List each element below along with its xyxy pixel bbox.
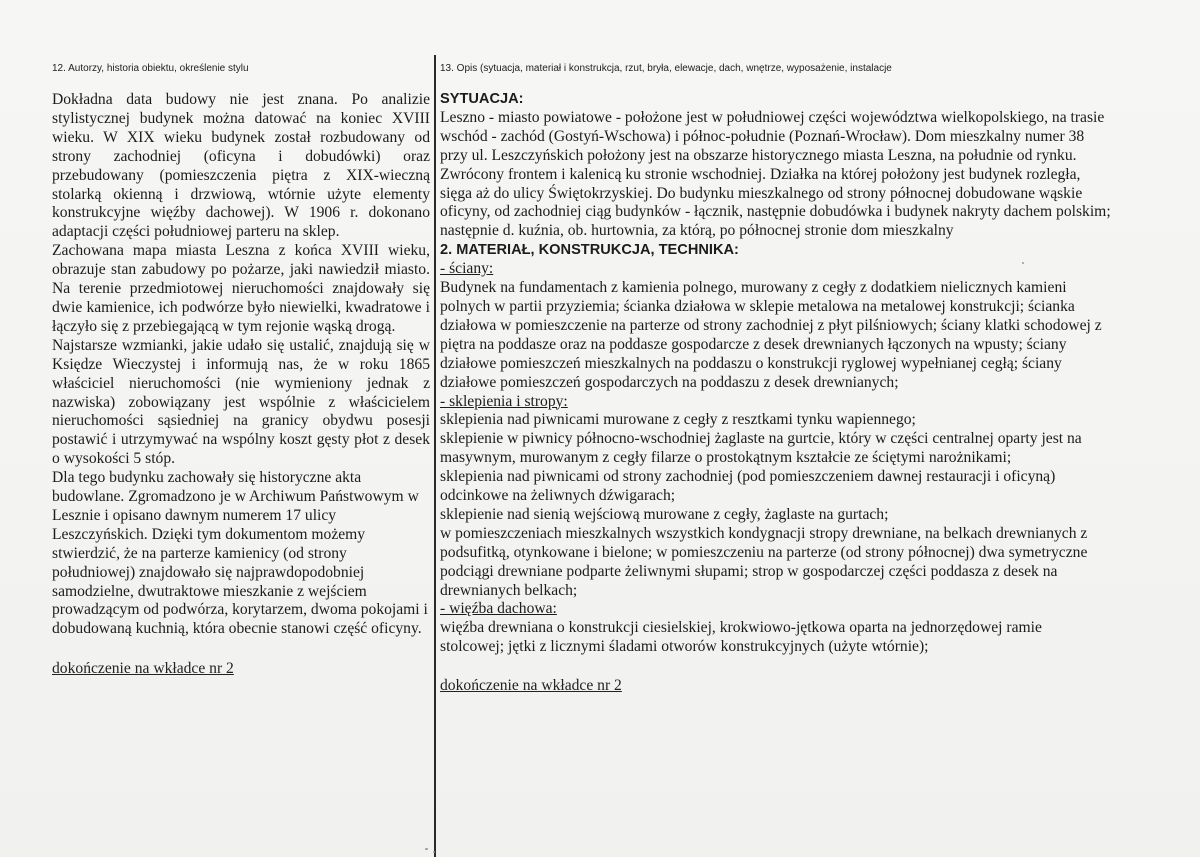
situation-line: przy ul. Leszczyńskich położony jest na obszarze historycznego miasta Leszna, na południe od rynku.	[440, 146, 1077, 164]
vaults-line: odcinkowe na żeliwnych dźwigarach;	[440, 487, 676, 505]
roof-subheading: - więźba dachowa:	[440, 600, 557, 618]
vaults-line: sklepienia nad piwnicami murowane z cegły z resztkami tynku wapiennego;	[440, 411, 916, 429]
material-heading: 2. MATERIAŁ, KONSTRUKCJA, TECHNIKA:	[440, 242, 739, 259]
history-paragraph-3: Najstarsze wzmianki, jakie udało się ustalić, znajdują się w Księdze Wieczystej i informują nas, że w roku 1865 właściciel nieruchomości (nie wymieniony jednak z nazwiska) zobowiązany jest wspólnie z właścicielem nieruchomości sąsiedniej na granicy obydwu posesji postawić i utrzymywać na wspólny koszt gęsty płot z desek o wysokości 5 stóp.	[52, 336, 430, 468]
situation-heading: SYTUACJA:	[440, 91, 524, 107]
situation-line: Leszno - miasto powiatowe - położone jest w południowej części województwa wielkopolskiego, na trasie	[440, 108, 1105, 126]
walls-line: działowa w pomieszczenie na parterze od strony zachodniej z płyt pilśniowych; ściany klatki schodowej z	[440, 316, 1102, 334]
vaults-line: sklepienie nad sienią wejściową murowane z cegły, żaglaste na gurtach;	[440, 505, 889, 523]
history-paragraph-2: Zachowana mapa miasta Leszna z końca XVIII wieku, obrazuje stan zabudowy po pożarze, jaki nawiedził miasto. Na terenie przedmiotowej nieruchomości znajdowały się dwie kamienice, ich podwórze było niewielki, kwadratowe i łączyło się z przebiegającą w tym rejonie wąską drogą.	[52, 242, 430, 335]
vaults-subheading: - sklepienia i stropy:	[440, 392, 568, 410]
history-paragraph-4: Dla tego budynku zachowały się historyczne akta budowlane. Zgromadzono je w Archiwum Państwowym w Lesznie i opisano dawnym numerem 17 ulicy Leszczyńskich. Dzięki tym dokumentom możemy stwierdzić, że na parterze kamienicy (od strony południowej) znajdowało się najprawdopodobniej samodzielne, dwutraktowe mieszkanie z wejściem prowadzącym od podwórza, korytarzem, dwoma pokojami i dobudowaną kuchnią, która obecnie stanowi część oficyny.	[52, 469, 428, 638]
left-section-title: 12. Autorzy, historia obiektu, określenie stylu	[52, 63, 249, 74]
right-section-title: 13. Opis (sytuacja, materiał i konstrukcja, rzut, bryła, elewacje, dach, wnętrze, wyposażenie, instalacje	[440, 63, 892, 74]
vaults-line: w pomieszczeniach mieszkalnych wszystkich kondygnacji stropy drewniane, na belkach drewnianych z	[440, 524, 1088, 542]
right-continuation-link[interactable]: dokończenie na wkładce nr 2	[440, 677, 622, 695]
walls-line: działowe pomieszczeń mieszkalnych na poddaszu o konstrukcji ryglowej wypełnianej cegłą; ściany	[440, 354, 1062, 372]
history-paragraph-1: Dokładna data budowy nie jest znana. Po analizie stylistycznej budynek można datować na koniec XVIII wieku. W XIX wieku budynek został rozbudowany od strony zachodniej (oficyna i dobudówki) oraz przebudowany (pomieszczenia piętra z XIX-wieczną stolarką okienną i drzwiową, wtórnie użyte elementy konstrukcyjne więźby dachowej). W 1906 r. dokonano adaptacji części południowej parteru na sklep.	[52, 91, 430, 241]
vaults-line: masywnym, murowanym z cegły filarze o prostokątnym kształcie ze ściętymi narożnikami;	[440, 449, 1012, 467]
column-divider	[434, 55, 436, 857]
situation-line: oficyny, od zachodniej ciąg budynków - łącznik, następnie dobudówka i budynek nakryty dachem polskim;	[440, 203, 1111, 221]
walls-subheading: - ściany:	[440, 260, 494, 278]
roof-line: więźba drewniana o konstrukcji ciesielskiej, krokwiowo-jętkowa oparta na jednorzędowej ramie	[440, 619, 1042, 637]
vaults-line: podciągi drewniane podparte żeliwnymi słupami; strop w gospodarczej części poddasza z desek na	[440, 562, 1058, 580]
walls-line: Budynek na fundamentach z kamienia polnego, murowany z cegły z dodatkiem nielicznych kamieni	[440, 279, 1067, 297]
vaults-line: sklepienie w piwnicy północno-wschodniej żaglaste na gurtcie, który w części centralnej oparty jest na	[440, 430, 1082, 448]
left-column	[52, 62, 430, 678]
vaults-line: podsufitką, otynkowane i bielone; w pomieszczeniu na parterze (od strony północnej) dwa symetryczne	[440, 543, 1088, 561]
walls-line: działowe pomieszczeń gospodarczych na poddaszu z desek drewnianych;	[440, 373, 899, 391]
scan-speck	[1022, 262, 1024, 264]
vaults-line: sklepienia nad piwnicami od strony zachodniej (pod pomieszczeniem dawnej restauracji i oficyną)	[440, 468, 1056, 486]
walls-line: polnych w partii przyziemia; ścianka działowa w sklepie metalowa na metalowej konstrukcji; ścianka	[440, 297, 1075, 315]
right-column	[440, 62, 1176, 695]
left-continuation-link[interactable]: dokończenie na wkładce nr 2	[52, 660, 234, 678]
situation-line: wschód - zachód (Gostyń-Wschowa) i północ-południe (Poznań-Wrocław). Dom mieszkalny numer 38	[440, 127, 1085, 145]
scan-speck	[433, 851, 435, 853]
situation-line: sięga aż do ulicy Świętokrzyskiej. Do budynku mieszkalnego od strony północnej dobudowane wąskie	[440, 184, 1083, 202]
vaults-line: drewnianych belkach;	[440, 581, 578, 599]
roof-line: stolcowej; jętki z licznymi śladami otworów konstrukcyjnych (użyte wtórnie);	[440, 638, 929, 656]
walls-line: piętra na poddasze oraz na poddasze gospodarcze z desek drewnianych łączonych na wpusty; ściany	[440, 335, 1067, 353]
scan-speck	[425, 848, 428, 850]
situation-line: Zwrócony frontem i kalenicą ku stronie wschodniej. Działka na której położony jest budynek rozległa,	[440, 165, 1081, 183]
situation-line: następnie d. kuźnia, ob. hurtownia, za którą, po północnej stronie dom mieszkalny	[440, 222, 954, 240]
